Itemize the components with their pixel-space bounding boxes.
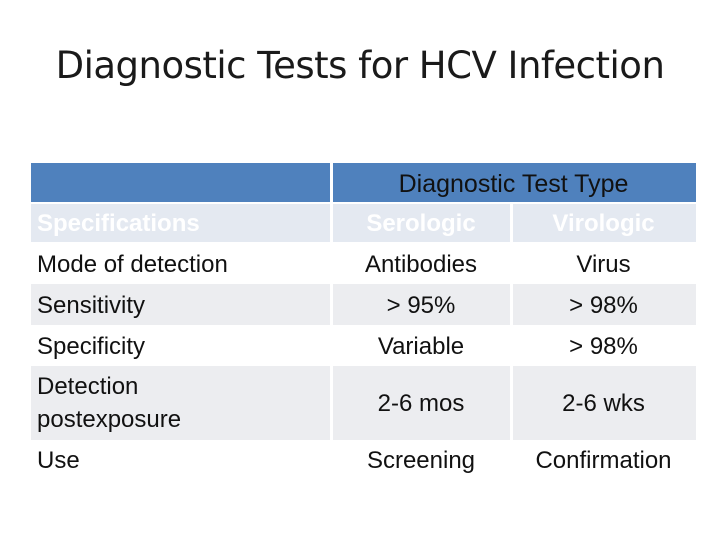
row-divider [31,202,696,204]
row-spec-label: Sensitivity [37,292,146,319]
column-header-label: Serologic [366,210,476,237]
cell-serologic-value: 2-6 mos [377,390,465,417]
cell-serologic-value: Antibodies [364,251,478,278]
cell-virologic-value: > 98% [569,292,638,319]
column-header-label: Specifications [37,210,200,237]
row-spec-label-line1: Detection [37,373,139,400]
column-header-virologic [511,203,696,243]
table-row-mode-of-detection [31,243,331,284]
cell-serologic-value: > 95% [386,292,456,319]
row-divider [31,242,696,244]
cell-virologic-value: Confirmation [535,447,672,474]
column-header-serologic [331,203,511,243]
cell-serologic [331,243,511,284]
cell-serologic-value: Variable [377,333,465,360]
group-header-label: Diagnostic Test Type [398,170,629,198]
cell-serologic [331,440,511,482]
cell-serologic-value: Screening [366,447,476,474]
column-header-specifications [31,203,331,243]
cell-virologic-value: > 98% [569,333,638,360]
row-spec-label-line2: postexposure [37,406,182,433]
cell-serologic [331,325,511,366]
slide-title: Diagnostic Tests for HCV Infection [55,44,665,87]
table-row-use [31,440,331,482]
cell-serologic [331,366,511,440]
header-row-blank-cell [31,163,331,203]
cell-virologic-value: 2-6 wks [562,390,645,417]
column-divider [330,163,333,482]
cell-virologic [511,366,696,440]
cell-virologic [511,284,696,325]
row-spec-label: Specificity [37,333,146,360]
cell-virologic [511,440,696,482]
diagnostic-tests-table [31,163,696,482]
row-spec-label: Use [37,447,80,474]
table-row-sensitivity [31,284,331,325]
group-header-cell [331,163,696,203]
table-row-specificity [31,325,331,366]
row-spec-label: Mode of detection [37,251,228,278]
column-divider [510,203,513,482]
table-row-detection-postexposure [31,366,331,440]
cell-virologic-value: Virus [576,251,631,278]
cell-virologic [511,243,696,284]
cell-virologic [511,325,696,366]
column-header-label: Virologic [552,210,655,237]
cell-serologic [331,284,511,325]
